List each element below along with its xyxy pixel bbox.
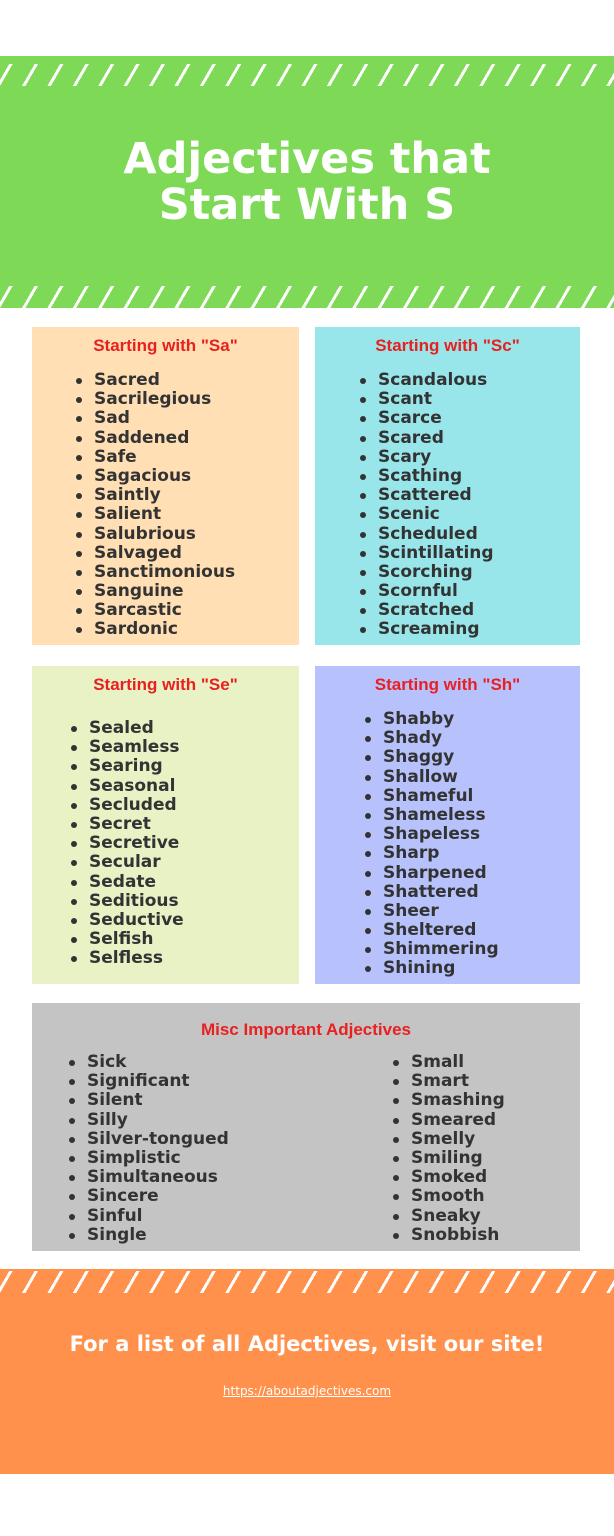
list-item: Shaggy <box>363 748 499 767</box>
list-item: Sedate <box>69 873 184 892</box>
list-item: Simultaneous <box>67 1168 229 1187</box>
page-title <box>0 136 614 228</box>
list-item: Scandalous <box>358 371 494 390</box>
list-item: Shattered <box>363 883 499 902</box>
list-item: Scarce <box>358 409 494 428</box>
section-sa <box>32 327 299 645</box>
list-item: Sanctimonious <box>74 563 235 582</box>
list-item: Sheltered <box>363 921 499 940</box>
list-item: Secluded <box>69 796 184 815</box>
section-sh-title: Starting with "Sh" <box>374 675 521 694</box>
footer-text: For a list of all Adjectives, visit our site! <box>69 1332 545 1356</box>
list-item: Sinful <box>67 1207 229 1226</box>
section-se-list <box>69 719 184 968</box>
list-item: Screaming <box>358 620 494 639</box>
list-item: Scornful <box>358 582 494 601</box>
list-item: Searing <box>69 757 184 776</box>
list-item: Sealed <box>69 719 184 738</box>
list-item: Shallow <box>363 768 499 787</box>
list-item: Sardonic <box>74 620 235 639</box>
list-item: Sarcastic <box>74 601 235 620</box>
section-sh <box>315 666 580 984</box>
page-title-line-1: Adjectives that <box>123 134 491 184</box>
section-sc-list <box>358 371 494 640</box>
header-stripes-bottom <box>0 286 614 308</box>
list-item: Sharpened <box>363 864 499 883</box>
list-item: Seductive <box>69 911 184 930</box>
list-item: Scorching <box>358 563 494 582</box>
list-item: Shameless <box>363 806 499 825</box>
list-item: Smelly <box>391 1130 505 1149</box>
list-item: Saddened <box>74 429 235 448</box>
list-item: Sacred <box>74 371 235 390</box>
list-item: Sincere <box>67 1187 229 1206</box>
list-item: Salvaged <box>74 544 235 563</box>
list-item: Smeared <box>391 1111 505 1130</box>
list-item: Smart <box>391 1072 505 1091</box>
list-item: Secular <box>69 853 184 872</box>
list-item: Sharp <box>363 844 499 863</box>
list-item: Sheer <box>363 902 499 921</box>
section-misc <box>32 1003 580 1251</box>
list-item: Smooth <box>391 1187 505 1206</box>
list-item: Shimmering <box>363 940 499 959</box>
section-se-title: Starting with "Se" <box>93 675 238 694</box>
list-item: Secretive <box>69 834 184 853</box>
list-item: Shameful <box>363 787 499 806</box>
list-item: Smashing <box>391 1091 505 1110</box>
list-item: Small <box>391 1053 505 1072</box>
list-item: Simplistic <box>67 1149 229 1168</box>
section-sc-title: Starting with "Sc" <box>375 336 520 355</box>
section-sh-list <box>363 710 499 979</box>
list-item: Salient <box>74 505 235 524</box>
list-item: Sick <box>67 1053 229 1072</box>
header-stripes-top <box>0 64 614 86</box>
list-item: Seasonal <box>69 777 184 796</box>
list-item: Scenic <box>358 505 494 524</box>
list-item: Single <box>67 1226 229 1245</box>
list-item: Shapeless <box>363 825 499 844</box>
list-item: Secret <box>69 815 184 834</box>
list-item: Safe <box>74 448 235 467</box>
list-item: Selfless <box>69 949 184 968</box>
footer-link[interactable]: https://aboutadjectives.com <box>222 1384 392 1398</box>
footer-banner <box>0 1269 614 1474</box>
page-title-line-2: Start With S <box>158 180 456 230</box>
list-item: Sacrilegious <box>74 390 235 409</box>
list-item: Shady <box>363 729 499 748</box>
footer-stripes <box>0 1271 614 1293</box>
list-item: Seamless <box>69 738 184 757</box>
list-item: Seditious <box>69 892 184 911</box>
list-item: Salubrious <box>74 525 235 544</box>
section-misc-list-left <box>67 1053 229 1245</box>
list-item: Scintillating <box>358 544 494 563</box>
section-misc-title: Misc Important Adjectives <box>200 1020 412 1039</box>
list-item: Saintly <box>74 486 235 505</box>
list-item: Scant <box>358 390 494 409</box>
list-item: Silent <box>67 1091 229 1110</box>
list-item: Sanguine <box>74 582 235 601</box>
list-item: Selfish <box>69 930 184 949</box>
list-item: Smoked <box>391 1168 505 1187</box>
header-banner <box>0 56 614 308</box>
list-item: Scheduled <box>358 525 494 544</box>
section-sc <box>315 327 580 645</box>
list-item: Scary <box>358 448 494 467</box>
list-item: Shining <box>363 959 499 978</box>
list-item: Silly <box>67 1111 229 1130</box>
list-item: Sneaky <box>391 1207 505 1226</box>
section-misc-list-right <box>391 1053 505 1245</box>
list-item: Scratched <box>358 601 494 620</box>
section-sa-list <box>74 371 235 640</box>
list-item: Snobbish <box>391 1226 505 1245</box>
list-item: Sagacious <box>74 467 235 486</box>
list-item: Scared <box>358 429 494 448</box>
list-item: Smiling <box>391 1149 505 1168</box>
list-item: Silver-tongued <box>67 1130 229 1149</box>
list-item: Shabby <box>363 710 499 729</box>
list-item: Sad <box>74 409 235 428</box>
section-sa-title: Starting with "Sa" <box>93 336 238 355</box>
section-se <box>32 666 299 984</box>
list-item: Significant <box>67 1072 229 1091</box>
list-item: Scattered <box>358 486 494 505</box>
list-item: Scathing <box>358 467 494 486</box>
